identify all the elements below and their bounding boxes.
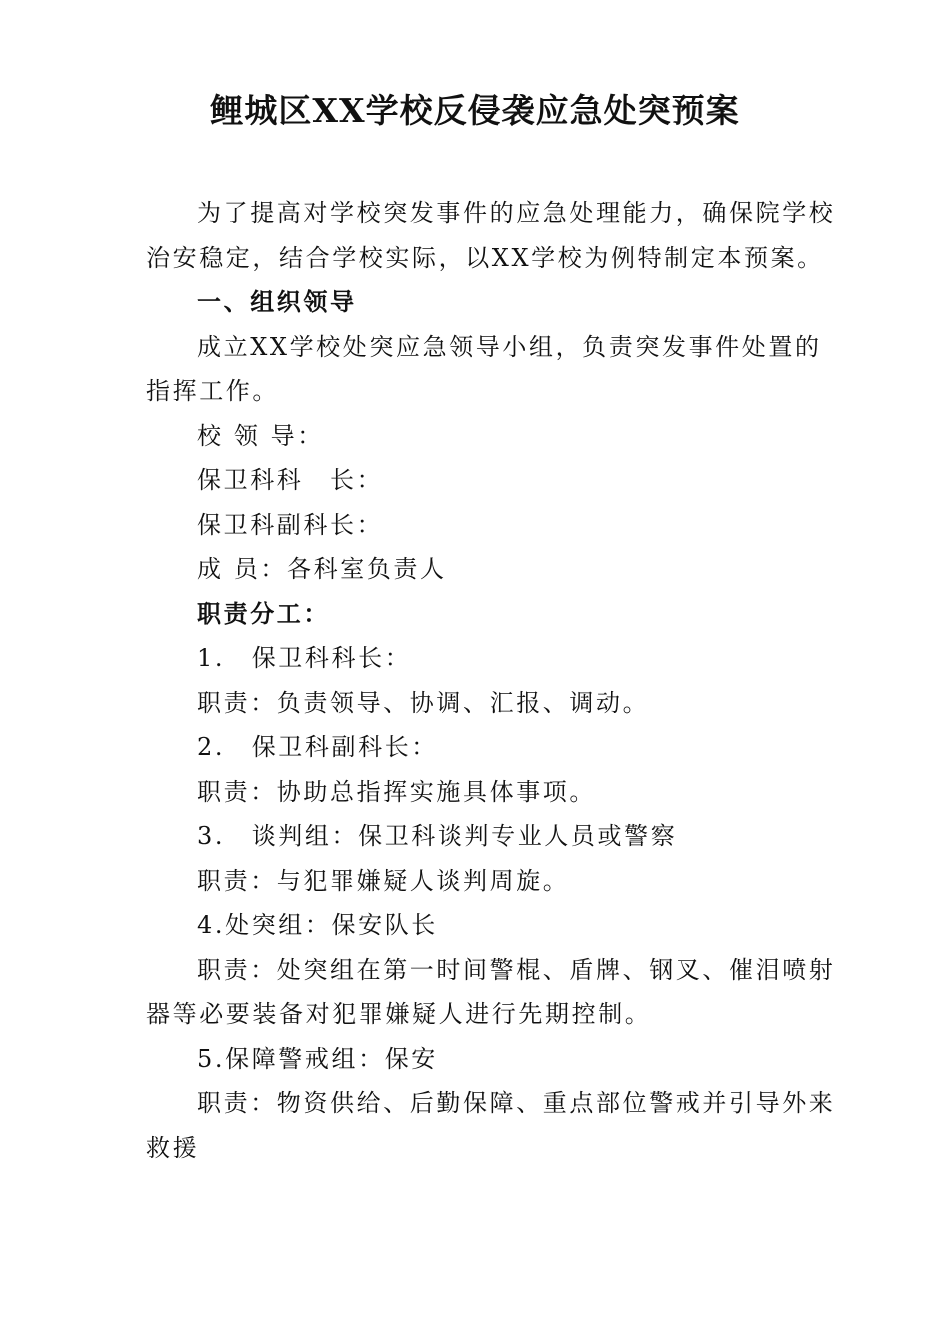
document-body: [146, 191, 836, 1170]
paragraph-line: 校 领 导：: [197, 421, 324, 450]
paragraph-line: 器等必要装备对犯罪嫌疑人进行先期控制。: [146, 1000, 652, 1028]
section-heading: 一、组织领导: [197, 287, 357, 316]
paragraph-line: 5.保障警戒组：保安: [197, 1044, 438, 1073]
paragraph-line: 保卫科科 长：: [197, 466, 384, 494]
paragraph-line: 职责：负责领导、协调、汇报、调动。: [197, 688, 650, 717]
paragraph-line: 职责：与犯罪嫌疑人谈判周旋。: [197, 866, 570, 895]
paragraph-line: 2. 保卫科副科长：: [197, 733, 438, 761]
paragraph-line: 4.处突组：保安队长: [197, 911, 438, 939]
paragraph-line: 治安稳定，结合学校实际，以XX学校为例特制定本预案。: [146, 243, 824, 272]
paragraph-line: 为了提高对学校突发事件的应急处理能力，确保院学校: [197, 199, 836, 227]
document-title: 鲤城区XX学校反侵袭应急处突预案: [210, 91, 740, 130]
paragraph-line: 成立XX学校处突应急领导小组，负责突发事件处置的: [197, 332, 822, 361]
paragraph-line: 职责：处突组在第一时间警棍、盾牌、钢叉、催泪喷射: [197, 955, 836, 984]
paragraph-line: 职责：协助总指挥实施具体事项。: [197, 777, 596, 806]
paragraph-line: 指挥工作。: [146, 377, 279, 405]
paragraph-line: 3. 谈判组：保卫科谈判专业人员或警察: [197, 822, 678, 850]
paragraph-line: 职责：物资供给、后勤保障、重点部位警戒并引导外来: [197, 1089, 836, 1117]
section-heading: 职责分工：: [197, 598, 330, 628]
paragraph-line: 救援: [146, 1133, 200, 1162]
paragraph-line: 1. 保卫科科长：: [197, 644, 412, 672]
paragraph-line: 保卫科副科长：: [197, 510, 384, 539]
paragraph-line: 成 员：各科室负责人: [197, 555, 447, 583]
